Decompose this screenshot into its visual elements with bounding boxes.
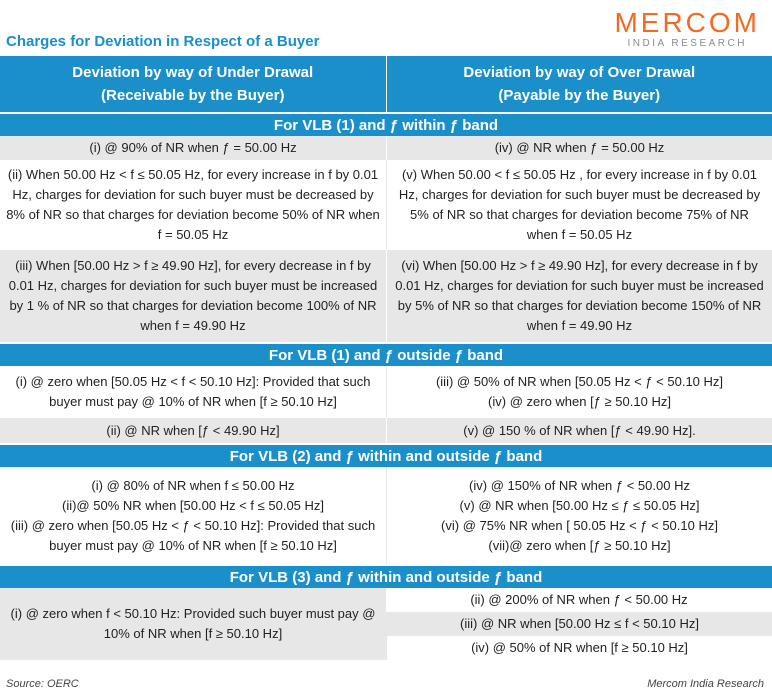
cell-line: (vii)@ zero when [ƒ ≥ 50.10 Hz] [488, 537, 671, 553]
table-cell: (iv) @ NR when ƒ = 50.00 Hz [386, 136, 772, 160]
cell-line: (vi) @ 75% NR when [ 50.05 Hz < ƒ < 50.10 Hz] [441, 517, 718, 533]
cell-line: (iii) @ 50% of NR when [50.05 Hz < ƒ < 50.10 Hz] [435, 374, 724, 389]
table-cell-stack [386, 588, 772, 660]
section-heading-vlb2: For VLB (2) and ƒ within and outside ƒ band [0, 443, 772, 467]
logo-wordmark: MERCOM [614, 7, 760, 38]
table-header [0, 56, 772, 112]
table-row [0, 160, 772, 250]
page-title: Charges for Deviation in Respect of a Buyer [6, 33, 320, 50]
section-heading-vlb1-within: For VLB (1) and ƒ within ƒ band [0, 112, 772, 136]
table-cell: (ii) @ 200% of NR when ƒ < 50.00 Hz [386, 588, 772, 612]
table-cell [0, 467, 386, 564]
deviation-charges-table [0, 56, 772, 660]
table-cell: (v) @ 150 % of NR when [ƒ < 49.90 Hz]. [386, 418, 772, 443]
table-row [0, 136, 772, 160]
header-under-drawal [0, 56, 386, 112]
header-under-drawal-title: Deviation by way of Under Drawal [72, 64, 314, 81]
table-row [0, 366, 772, 418]
table-row [0, 588, 772, 660]
table-cell: (i) @ zero when f < 50.10 Hz: Provided such buyer must pay @ 10% of NR when [f ≥ 50.10 Hz] [0, 588, 386, 660]
table-cell [386, 467, 772, 564]
cell-line: (i) @ 80% of NR when f ≤ 50.00 Hz [91, 477, 295, 493]
cell-line: (v) @ NR when [50.00 Hz ≤ ƒ ≤ 50.05 Hz] [459, 497, 700, 513]
table-cell: (iii) @ NR when [50.00 Hz ≤ f < 50.10 Hz] [386, 612, 772, 636]
cell-line: (ii)@ 50% NR when [50.00 Hz < f ≤ 50.05 Hz] [61, 497, 325, 513]
table-cell: (ii) @ NR when [ƒ < 49.90 Hz] [106, 422, 280, 438]
mercom-logo [614, 8, 760, 50]
cell-line: (iii) @ zero when [50.05 Hz < ƒ < 50.10 Hz]: Provided that such [10, 517, 376, 533]
header-over-drawal-title: Deviation by way of Over Drawal [463, 64, 696, 81]
cell-line: (iv) @ zero when [ƒ ≥ 50.10 Hz] [488, 394, 671, 409]
credit-note: Mercom India Research [647, 678, 764, 690]
table-cell: (iii) When [50.00 Hz > f ≥ 49.90 Hz], for every decrease in f by 0.01 Hz, charges for deviation for such buyer must be increased by 1 % of NR so that charges for deviation become 100% of NR when f = 49.90 Hz [8, 258, 378, 333]
table-cell: (ii) When 50.00 Hz < f ≤ 50.05 Hz, for every increase in f by 0.01 Hz, charges for deviation for such buyer must be decreased by 8% of NR so that charges for deviation become 50% of NR when f = 50.05 Hz [6, 167, 380, 242]
table-cell [386, 366, 772, 418]
table-row [0, 250, 772, 342]
source-note: Source: OERC [6, 678, 79, 690]
cell-line: (iv) @ 150% of NR when ƒ < 50.00 Hz [469, 477, 690, 493]
table-cell: (iv) @ 50% of NR when [f ≥ 50.10 Hz] [386, 636, 772, 660]
table-cell: (v) When 50.00 < f ≤ 50.05 Hz , for every increase in f by 0.01 Hz, charges for deviation for such buyer must be decreased by 5% of NR so that charges for deviation become 75% of NR when f = 50.05 Hz [386, 160, 772, 250]
section-heading-vlb1-outside: For VLB (1) and ƒ outside ƒ band [0, 342, 772, 366]
header-under-drawal-subtitle: (Receivable by the Buyer) [101, 87, 285, 104]
table-row [0, 467, 772, 564]
table-row [0, 418, 772, 443]
header-over-drawal [386, 56, 772, 112]
logo-tagline: INDIA RESEARCH [627, 38, 747, 49]
header-over-drawal-subtitle: (Payable by the Buyer) [498, 87, 661, 104]
cell-line: buyer must pay @ 10% of NR when [f ≥ 50.10 Hz] [49, 537, 337, 553]
table-cell: (i) @ 90% of NR when ƒ = 50.00 Hz [89, 140, 297, 155]
section-heading-vlb3: For VLB (3) and ƒ within and outside ƒ band [0, 564, 772, 588]
table-cell: (vi) When [50.00 Hz > f ≥ 49.90 Hz], for every decrease in f by 0.01 Hz, charges for deviation for such buyer must be increased by 5% of NR so that charges for deviation become 150% of NR when f = 49.90 Hz [386, 250, 772, 342]
table-cell: (i) @ zero when [50.05 Hz < f < 50.10 Hz]: Provided that such buyer must pay @ 10% of NR when [f ≥ 50.10 Hz] [15, 374, 371, 409]
